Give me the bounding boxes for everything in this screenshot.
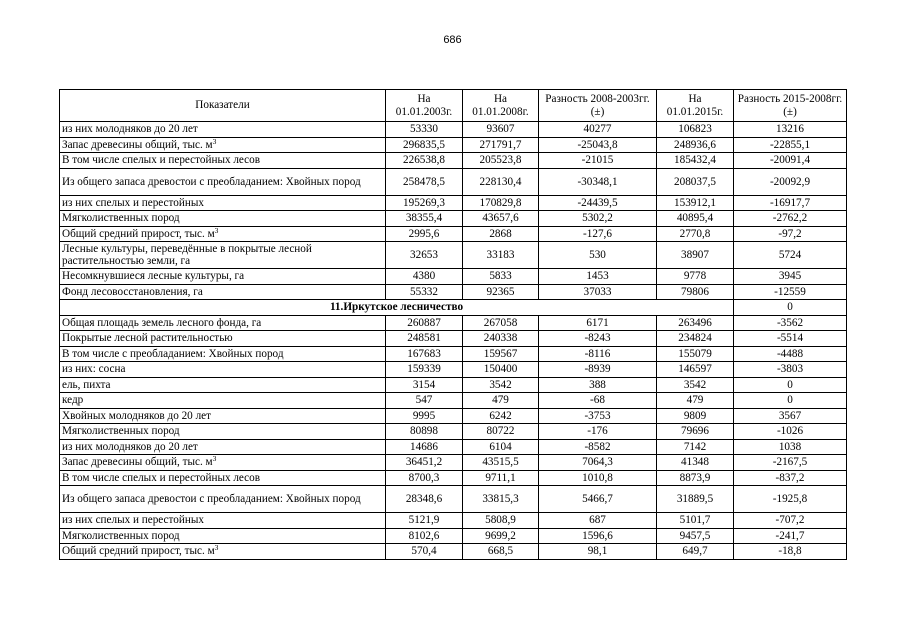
value-cell: -2167,5 xyxy=(734,455,847,471)
value-cell: -16917,7 xyxy=(734,195,847,211)
value-cell: 146597 xyxy=(657,362,734,378)
table-row xyxy=(60,346,847,362)
value-cell: -25043,8 xyxy=(539,137,657,153)
value-cell: 43657,6 xyxy=(463,211,539,227)
value-cell: -5514 xyxy=(734,331,847,347)
table-body-bottom xyxy=(60,315,847,559)
table-header-row xyxy=(60,90,847,122)
value-cell: 40277 xyxy=(539,122,657,138)
value-cell: -8243 xyxy=(539,331,657,347)
row-label xyxy=(60,269,386,285)
table-row xyxy=(60,362,847,378)
row-label xyxy=(60,455,386,471)
value-cell: 32653 xyxy=(386,242,463,269)
value-cell: 2770,8 xyxy=(657,226,734,242)
table-row xyxy=(60,528,847,544)
value-cell: 5121,9 xyxy=(386,513,463,529)
value-cell: 9457,5 xyxy=(657,528,734,544)
value-cell: 234824 xyxy=(657,331,734,347)
row-label-text: из них: сосна xyxy=(62,363,126,376)
value-cell: 53330 xyxy=(386,122,463,138)
row-label xyxy=(60,544,386,560)
value-cell: 153912,1 xyxy=(657,195,734,211)
row-label-text: Из общего запаса древостои с преобладанием: Хвойных пород xyxy=(62,493,361,505)
unit-superscript: 3 xyxy=(212,454,217,464)
value-cell: 167683 xyxy=(386,346,463,362)
header-diff-2008-2003: Разность 2008-2003гг. (±) xyxy=(539,90,657,122)
value-cell: 5302,2 xyxy=(539,211,657,227)
value-cell: 43515,5 xyxy=(463,455,539,471)
row-label-text: Хвойных молодняков до 20 лет xyxy=(62,409,212,422)
table-row xyxy=(60,393,847,409)
value-cell: -8116 xyxy=(539,346,657,362)
row-label-text: из них спелых и перестойных xyxy=(62,514,204,527)
value-cell: -20092,9 xyxy=(734,168,847,195)
value-cell: 28348,6 xyxy=(386,486,463,513)
table-row xyxy=(60,513,847,529)
row-label xyxy=(60,122,386,138)
value-cell: 7064,3 xyxy=(539,455,657,471)
value-cell: -176 xyxy=(539,424,657,440)
row-label-text: В том числе спелых и перестойных лесов xyxy=(62,471,261,484)
value-cell: 155079 xyxy=(657,346,734,362)
value-cell: 248936,6 xyxy=(657,137,734,153)
value-cell: 5101,7 xyxy=(657,513,734,529)
section-row xyxy=(60,300,847,316)
table-row xyxy=(60,226,847,242)
value-cell: 36451,2 xyxy=(386,455,463,471)
row-label-text: Мягколиственных пород xyxy=(62,529,180,542)
value-cell: 9809 xyxy=(657,408,734,424)
row-label-text: ель, пихта xyxy=(62,378,111,391)
value-cell: 1038 xyxy=(734,439,847,455)
row-label xyxy=(60,168,386,195)
value-cell: -21015 xyxy=(539,153,657,169)
row-label-text: Общий средний прирост, тыс. м xyxy=(62,545,215,558)
value-cell: -20091,4 xyxy=(734,153,847,169)
value-cell: 267058 xyxy=(463,315,539,331)
value-cell: 2868 xyxy=(463,226,539,242)
value-cell: 40895,4 xyxy=(657,211,734,227)
value-cell: -3753 xyxy=(539,408,657,424)
table-row xyxy=(60,544,847,560)
value-cell: 530 xyxy=(539,242,657,269)
row-label xyxy=(60,346,386,362)
value-cell: 8873,9 xyxy=(657,470,734,486)
table-row xyxy=(60,331,847,347)
value-cell: 93607 xyxy=(463,122,539,138)
value-cell: 547 xyxy=(386,393,463,409)
table-row xyxy=(60,137,847,153)
value-cell: -3803 xyxy=(734,362,847,378)
value-cell: 248581 xyxy=(386,331,463,347)
value-cell: -707,2 xyxy=(734,513,847,529)
value-cell: 5808,9 xyxy=(463,513,539,529)
value-cell: 55332 xyxy=(386,284,463,300)
value-cell: 649,7 xyxy=(657,544,734,560)
value-cell: 41348 xyxy=(657,455,734,471)
unit-superscript: 3 xyxy=(214,543,219,553)
row-label xyxy=(60,393,386,409)
row-label-text: из них спелых и перестойных xyxy=(62,196,204,209)
value-cell: -4488 xyxy=(734,346,847,362)
table-row xyxy=(60,377,847,393)
value-cell: 98,1 xyxy=(539,544,657,560)
value-cell: -22855,1 xyxy=(734,137,847,153)
row-label xyxy=(60,528,386,544)
row-label-text: из них молодняков до 20 лет xyxy=(62,123,198,136)
row-label-text: Из общего запаса древостои с преобладанием: Хвойных пород xyxy=(62,175,361,188)
value-cell: 0 xyxy=(734,377,847,393)
value-cell: -1026 xyxy=(734,424,847,440)
value-cell: 79806 xyxy=(657,284,734,300)
value-cell: 570,4 xyxy=(386,544,463,560)
section-block xyxy=(60,300,847,316)
table-row xyxy=(60,455,847,471)
value-cell: 263496 xyxy=(657,315,734,331)
table-row xyxy=(60,211,847,227)
row-label-text: Лесные культуры, переведённые в покрытые лесной растительностью земли, га xyxy=(62,243,312,267)
header-2015: На 01.01.2015г. xyxy=(657,90,734,122)
value-cell: 7142 xyxy=(657,439,734,455)
row-label-text: Фонд лесовосстановления, га xyxy=(62,285,203,298)
row-label xyxy=(60,137,386,153)
value-cell: 228130,4 xyxy=(463,168,539,195)
value-cell: 8102,6 xyxy=(386,528,463,544)
value-cell: 38907 xyxy=(657,242,734,269)
table-row xyxy=(60,439,847,455)
section-value: 0 xyxy=(734,300,847,316)
table-row xyxy=(60,242,847,269)
table-row xyxy=(60,153,847,169)
value-cell: 170829,8 xyxy=(463,195,539,211)
value-cell: 6171 xyxy=(539,315,657,331)
value-cell: 5724 xyxy=(734,242,847,269)
row-label xyxy=(60,362,386,378)
value-cell: 668,5 xyxy=(463,544,539,560)
value-cell: 31889,5 xyxy=(657,486,734,513)
value-cell: -24439,5 xyxy=(539,195,657,211)
row-label xyxy=(60,331,386,347)
value-cell: -1925,8 xyxy=(734,486,847,513)
value-cell: 388 xyxy=(539,377,657,393)
row-label xyxy=(60,153,386,169)
row-label xyxy=(60,424,386,440)
value-cell: -8939 xyxy=(539,362,657,378)
row-label-text: В том числе спелых и перестойных лесов xyxy=(62,154,261,167)
value-cell: 80898 xyxy=(386,424,463,440)
value-cell: 9699,2 xyxy=(463,528,539,544)
value-cell: 79696 xyxy=(657,424,734,440)
value-cell: 106823 xyxy=(657,122,734,138)
value-cell: 33815,3 xyxy=(463,486,539,513)
value-cell: 258478,5 xyxy=(386,168,463,195)
value-cell: -3562 xyxy=(734,315,847,331)
row-label xyxy=(60,284,386,300)
value-cell: 0 xyxy=(734,393,847,409)
header-2003: На 01.01.2003г. xyxy=(386,90,463,122)
row-label-text: В том числе с преобладанием: Хвойных пород xyxy=(62,347,284,360)
value-cell: 195269,3 xyxy=(386,195,463,211)
value-cell: 9711,1 xyxy=(463,470,539,486)
header-diff-2015-2008: Разность 2015-2008гг. (±) xyxy=(734,90,847,122)
value-cell: 1010,8 xyxy=(539,470,657,486)
value-cell: 5466,7 xyxy=(539,486,657,513)
value-cell: 296835,5 xyxy=(386,137,463,153)
row-label xyxy=(60,470,386,486)
row-label-text: Мягколиственных пород xyxy=(62,425,180,438)
value-cell: -30348,1 xyxy=(539,168,657,195)
value-cell: 3567 xyxy=(734,408,847,424)
row-label xyxy=(60,513,386,529)
value-cell: 150400 xyxy=(463,362,539,378)
value-cell: 479 xyxy=(657,393,734,409)
table-row xyxy=(60,486,847,513)
value-cell: 159567 xyxy=(463,346,539,362)
row-label-text: Покрытые лесной растительностью xyxy=(62,332,233,345)
value-cell: 1596,6 xyxy=(539,528,657,544)
table-row xyxy=(60,122,847,138)
value-cell: -837,2 xyxy=(734,470,847,486)
section-title: 11.Иркутское лесничество xyxy=(60,300,734,316)
row-label xyxy=(60,439,386,455)
value-cell: 226538,8 xyxy=(386,153,463,169)
table-row xyxy=(60,195,847,211)
table-row xyxy=(60,269,847,285)
value-cell: 9778 xyxy=(657,269,734,285)
row-label-text: Общая площадь земель лесного фонда, га xyxy=(62,316,262,329)
row-label xyxy=(60,315,386,331)
row-label-text: Несомкнувшиеся лесные культуры, га xyxy=(62,270,245,283)
header-indicators: Показатели xyxy=(60,90,386,122)
value-cell: 208037,5 xyxy=(657,168,734,195)
row-label-text: кедр xyxy=(62,394,84,407)
value-cell: 159339 xyxy=(386,362,463,378)
table-row xyxy=(60,315,847,331)
value-cell: 37033 xyxy=(539,284,657,300)
unit-superscript: 3 xyxy=(214,225,219,235)
value-cell: 6242 xyxy=(463,408,539,424)
value-cell: 5833 xyxy=(463,269,539,285)
value-cell: 80722 xyxy=(463,424,539,440)
value-cell: 1453 xyxy=(539,269,657,285)
value-cell: 8700,3 xyxy=(386,470,463,486)
table-row xyxy=(60,168,847,195)
table-row xyxy=(60,470,847,486)
value-cell: -12559 xyxy=(734,284,847,300)
value-cell: 240338 xyxy=(463,331,539,347)
value-cell: 92365 xyxy=(463,284,539,300)
row-label-text: Запас древесины общий, тыс. м xyxy=(62,138,213,151)
value-cell: -2762,2 xyxy=(734,211,847,227)
row-label xyxy=(60,377,386,393)
row-label xyxy=(60,226,386,242)
value-cell: -241,7 xyxy=(734,528,847,544)
value-cell: 3542 xyxy=(657,377,734,393)
value-cell: 185432,4 xyxy=(657,153,734,169)
value-cell: 14686 xyxy=(386,439,463,455)
value-cell: 3945 xyxy=(734,269,847,285)
value-cell: 33183 xyxy=(463,242,539,269)
row-label-text: Мягколиственных пород xyxy=(62,212,180,225)
table-body-top xyxy=(60,122,847,300)
header-2008: На 01.01.2008г. xyxy=(463,90,539,122)
value-cell: 479 xyxy=(463,393,539,409)
value-cell: 205523,8 xyxy=(463,153,539,169)
value-cell: 260887 xyxy=(386,315,463,331)
forest-data-table xyxy=(59,89,847,560)
value-cell: 2995,6 xyxy=(386,226,463,242)
row-label xyxy=(60,408,386,424)
row-label xyxy=(60,195,386,211)
value-cell: 6104 xyxy=(463,439,539,455)
value-cell: 9995 xyxy=(386,408,463,424)
row-label xyxy=(60,242,386,269)
value-cell: 271791,7 xyxy=(463,137,539,153)
value-cell: 13216 xyxy=(734,122,847,138)
table-row xyxy=(60,284,847,300)
value-cell: -18,8 xyxy=(734,544,847,560)
row-label-text: из них молодняков до 20 лет xyxy=(62,440,198,453)
table-row xyxy=(60,408,847,424)
value-cell: -97,2 xyxy=(734,226,847,242)
value-cell: -127,6 xyxy=(539,226,657,242)
page-number: 686 xyxy=(443,34,462,46)
unit-superscript: 3 xyxy=(212,136,217,146)
value-cell: 3542 xyxy=(463,377,539,393)
value-cell: 4380 xyxy=(386,269,463,285)
table-row xyxy=(60,424,847,440)
row-label xyxy=(60,486,386,513)
row-label-text: Запас древесины общий, тыс. м xyxy=(62,456,213,469)
value-cell: 687 xyxy=(539,513,657,529)
value-cell: 3154 xyxy=(386,377,463,393)
row-label xyxy=(60,211,386,227)
value-cell: 38355,4 xyxy=(386,211,463,227)
value-cell: -8582 xyxy=(539,439,657,455)
value-cell: -68 xyxy=(539,393,657,409)
row-label-text: Общий средний прирост, тыс. м xyxy=(62,227,215,240)
